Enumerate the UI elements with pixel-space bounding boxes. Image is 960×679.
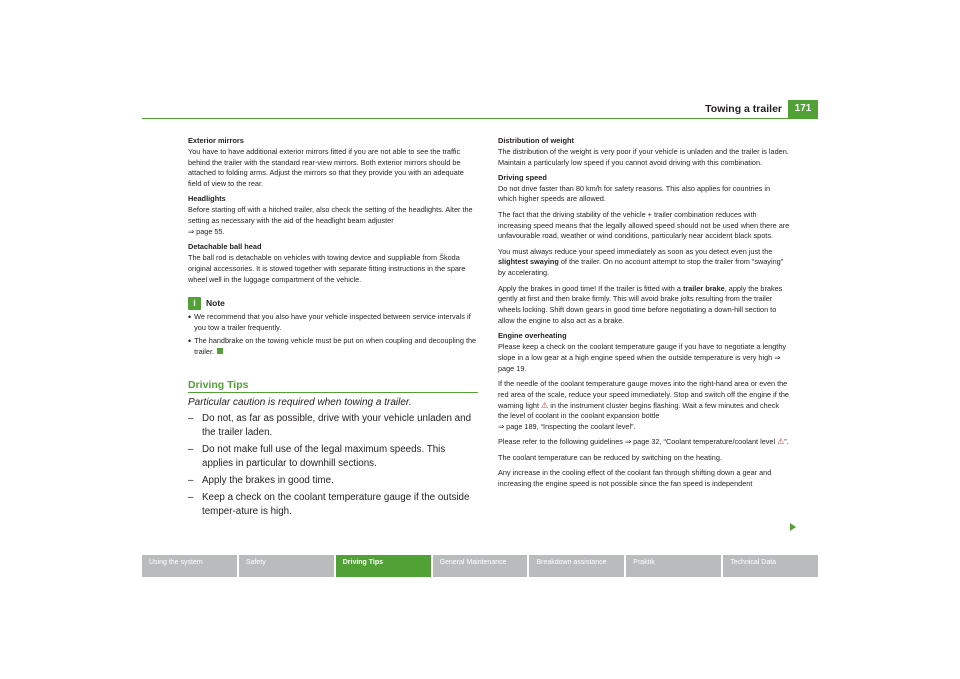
nav-tab-safety[interactable]: Safety (239, 555, 334, 577)
heading-distribution-of-weight: Distribution of weight (498, 136, 574, 145)
bullet-icon: • (188, 335, 192, 346)
heading-driving-speed: Driving speed (498, 172, 547, 182)
right-column (498, 136, 790, 494)
page-number: 171 (788, 100, 818, 118)
continue-arrow-icon (790, 523, 796, 531)
swaying-emphasis: slightest swaying (498, 257, 559, 267)
paragraph-driving-stability: The fact that the driving stability of the vehicle + trailer combination reduces with increasing speed means that the legally allowed speed should not be used when there are unfavourable road, weather or wind conditions, particularly near accident black spots. (498, 209, 790, 241)
note-item-text: The handbrake on the towing vehicle must be put on when coupling and decoupling the trailer. (194, 335, 477, 356)
dash-list-item (188, 491, 478, 518)
left-column (188, 136, 478, 522)
running-header-title: Towing a trailer (705, 103, 782, 115)
warning-text-middle: in the instrument cluster begins flashing. Wait a few minutes and check the level of coolant in the coolant expansion bottle (498, 400, 780, 421)
dash-item-text: Apply the brakes in good time. (202, 474, 334, 486)
paragraph-braking (498, 284, 790, 327)
heading-headlights: Headlights (188, 194, 226, 204)
chapter-navigation (142, 555, 818, 577)
dash-item-text: Do not make full use of the legal maximum speeds. This applies in particular to downhill sections. (202, 444, 446, 469)
heading-exterior-mirrors: Exterior mirrors (188, 136, 244, 145)
paragraph-coolant-gauge: Please keep a check on the coolant temperature gauge if you have to negotiate a lengthy slope in a low gear at a high engine speed when the outside temperature is very high ⇒ page 19. (498, 342, 787, 373)
note-title: Note (206, 298, 225, 309)
coolant-temperature-icon: ⚠ (777, 437, 785, 447)
section-title: Driving Tips (188, 380, 478, 394)
bullet-icon: • (188, 312, 192, 323)
note-box (188, 297, 478, 357)
headlights-text: Before starting off with a hitched trailer, also check the setting of the headlights. Alter the setting as necessary with the aid of the headlight beam adjuster (188, 205, 473, 226)
headlights-page-link[interactable]: ⇒ page 55. (188, 226, 225, 236)
paragraph-exterior-mirrors: You have to have additional exterior mirrors fitted if you are not able to see the traffic behind the trailer with the standard rear-view mirrors. Both exterior mirrors should be attached to folding arms. Adjust the mirrors so that they provide you with an adequate field of view to the rear. (188, 146, 464, 189)
dash-icon: – (188, 474, 194, 486)
nav-tab-praktik[interactable]: Praktik (626, 555, 721, 577)
paragraph-coolant-fan: Any increase in the cooling effect of the coolant fan through shifting down a gear and increasing the engine speed is not possible since the fan speed is independent (498, 468, 772, 488)
note-item (188, 312, 478, 334)
braking-text-start: Apply the brakes in good time! If the trailer is fitted with a (498, 283, 681, 293)
trailer-brake-emphasis: trailer brake (682, 283, 725, 293)
paragraph-heating: The coolant temperature can be reduced by switching on the heating. (498, 452, 722, 462)
header-rule (142, 118, 818, 119)
braking-text-end: , apply the brakes gently at first and then brake firmly. This will avoid brake jolts resulting from the trailer wheels locking. Shift down gears in good time before negotiating a down-hill section to allow the engine to also act as a brake. (498, 283, 783, 325)
end-of-section-icon (217, 348, 223, 354)
dash-icon: – (188, 492, 194, 504)
paragraph-headlights (188, 205, 478, 237)
heading-detachable-ball-head: Detachable ball head (188, 242, 262, 252)
section-subtitle: Particular caution is required when towing a trailer. (188, 397, 412, 409)
note-item-text: We recommend that you also have your vehicle inspected between service intervals if you tow a trailer frequently. (194, 312, 471, 333)
coolant-level-page-link[interactable]: ⇒ page 189, “Inspecting the coolant level”. (498, 422, 636, 432)
heading-engine-overheating: Engine overheating (498, 331, 567, 341)
nav-tab-breakdown-assistance[interactable]: Breakdown assistance (529, 555, 624, 577)
dash-item-text: Do not, as far as possible, drive with your vehicle unladen and the trailer laden. (202, 413, 472, 438)
nav-tab-using-the-system[interactable]: Using the system (142, 555, 237, 577)
warning-text-start: If the needle of the coolant temperature gauge moves into the right-hand area or even the red area of the scale, reduce your speed immediately. Stop and switch off the engine if the warning light (498, 378, 789, 410)
dash-list-item (188, 443, 478, 470)
dash-icon: – (188, 444, 194, 456)
nav-tab-technical-data[interactable]: Technical Data (723, 555, 818, 577)
dash-list-item (188, 412, 478, 439)
dash-item-text: Keep a check on the coolant temperature gauge if the outside temper-ature is high. (202, 492, 470, 517)
swaying-text-end: of the trailer. On no account attempt to stop the trailer from “swaying” by accelerating. (498, 257, 784, 278)
paragraph-guidelines (498, 437, 790, 448)
dash-icon: – (188, 413, 194, 425)
nav-tab-driving-tips[interactable]: Driving Tips (336, 555, 431, 577)
dash-list-item (188, 474, 478, 487)
coolant-warning-icon: ⚠ (541, 400, 549, 410)
nav-tab-general-maintenance[interactable]: General Maintenance (433, 555, 528, 577)
info-icon: i (188, 297, 201, 310)
paragraph-distribution-of-weight: The distribution of the weight is very poor if your vehicle is unladen and the trailer is laden. Maintain a particularly low speed if you cannot avoid driving with this combination. (498, 146, 789, 167)
paragraph-speed-limit: Do not drive faster than 80 km/h for safety reasons. This also applies for countries in which higher speeds are allowed. (498, 183, 771, 204)
note-item (188, 336, 478, 358)
guidelines-text: Please refer to the following guidelines ⇒ page 32, “Coolant temperature/coolant level (498, 437, 776, 447)
paragraph-swaying (498, 247, 790, 279)
swaying-text-start: You must always reduce your speed immediately as soon as you detect even just the (498, 246, 773, 256)
guidelines-text-end: ”. (784, 437, 789, 447)
paragraph-detachable-ball-head: The ball rod is detachable on vehicles with towing device and suppliable from Škoda original accessories. It is stowed together with separate fitting instructions in the spare wheel well in the luggage compartment of the vehicle. (188, 252, 466, 284)
paragraph-warning-light (498, 379, 790, 433)
note-header (188, 297, 478, 310)
